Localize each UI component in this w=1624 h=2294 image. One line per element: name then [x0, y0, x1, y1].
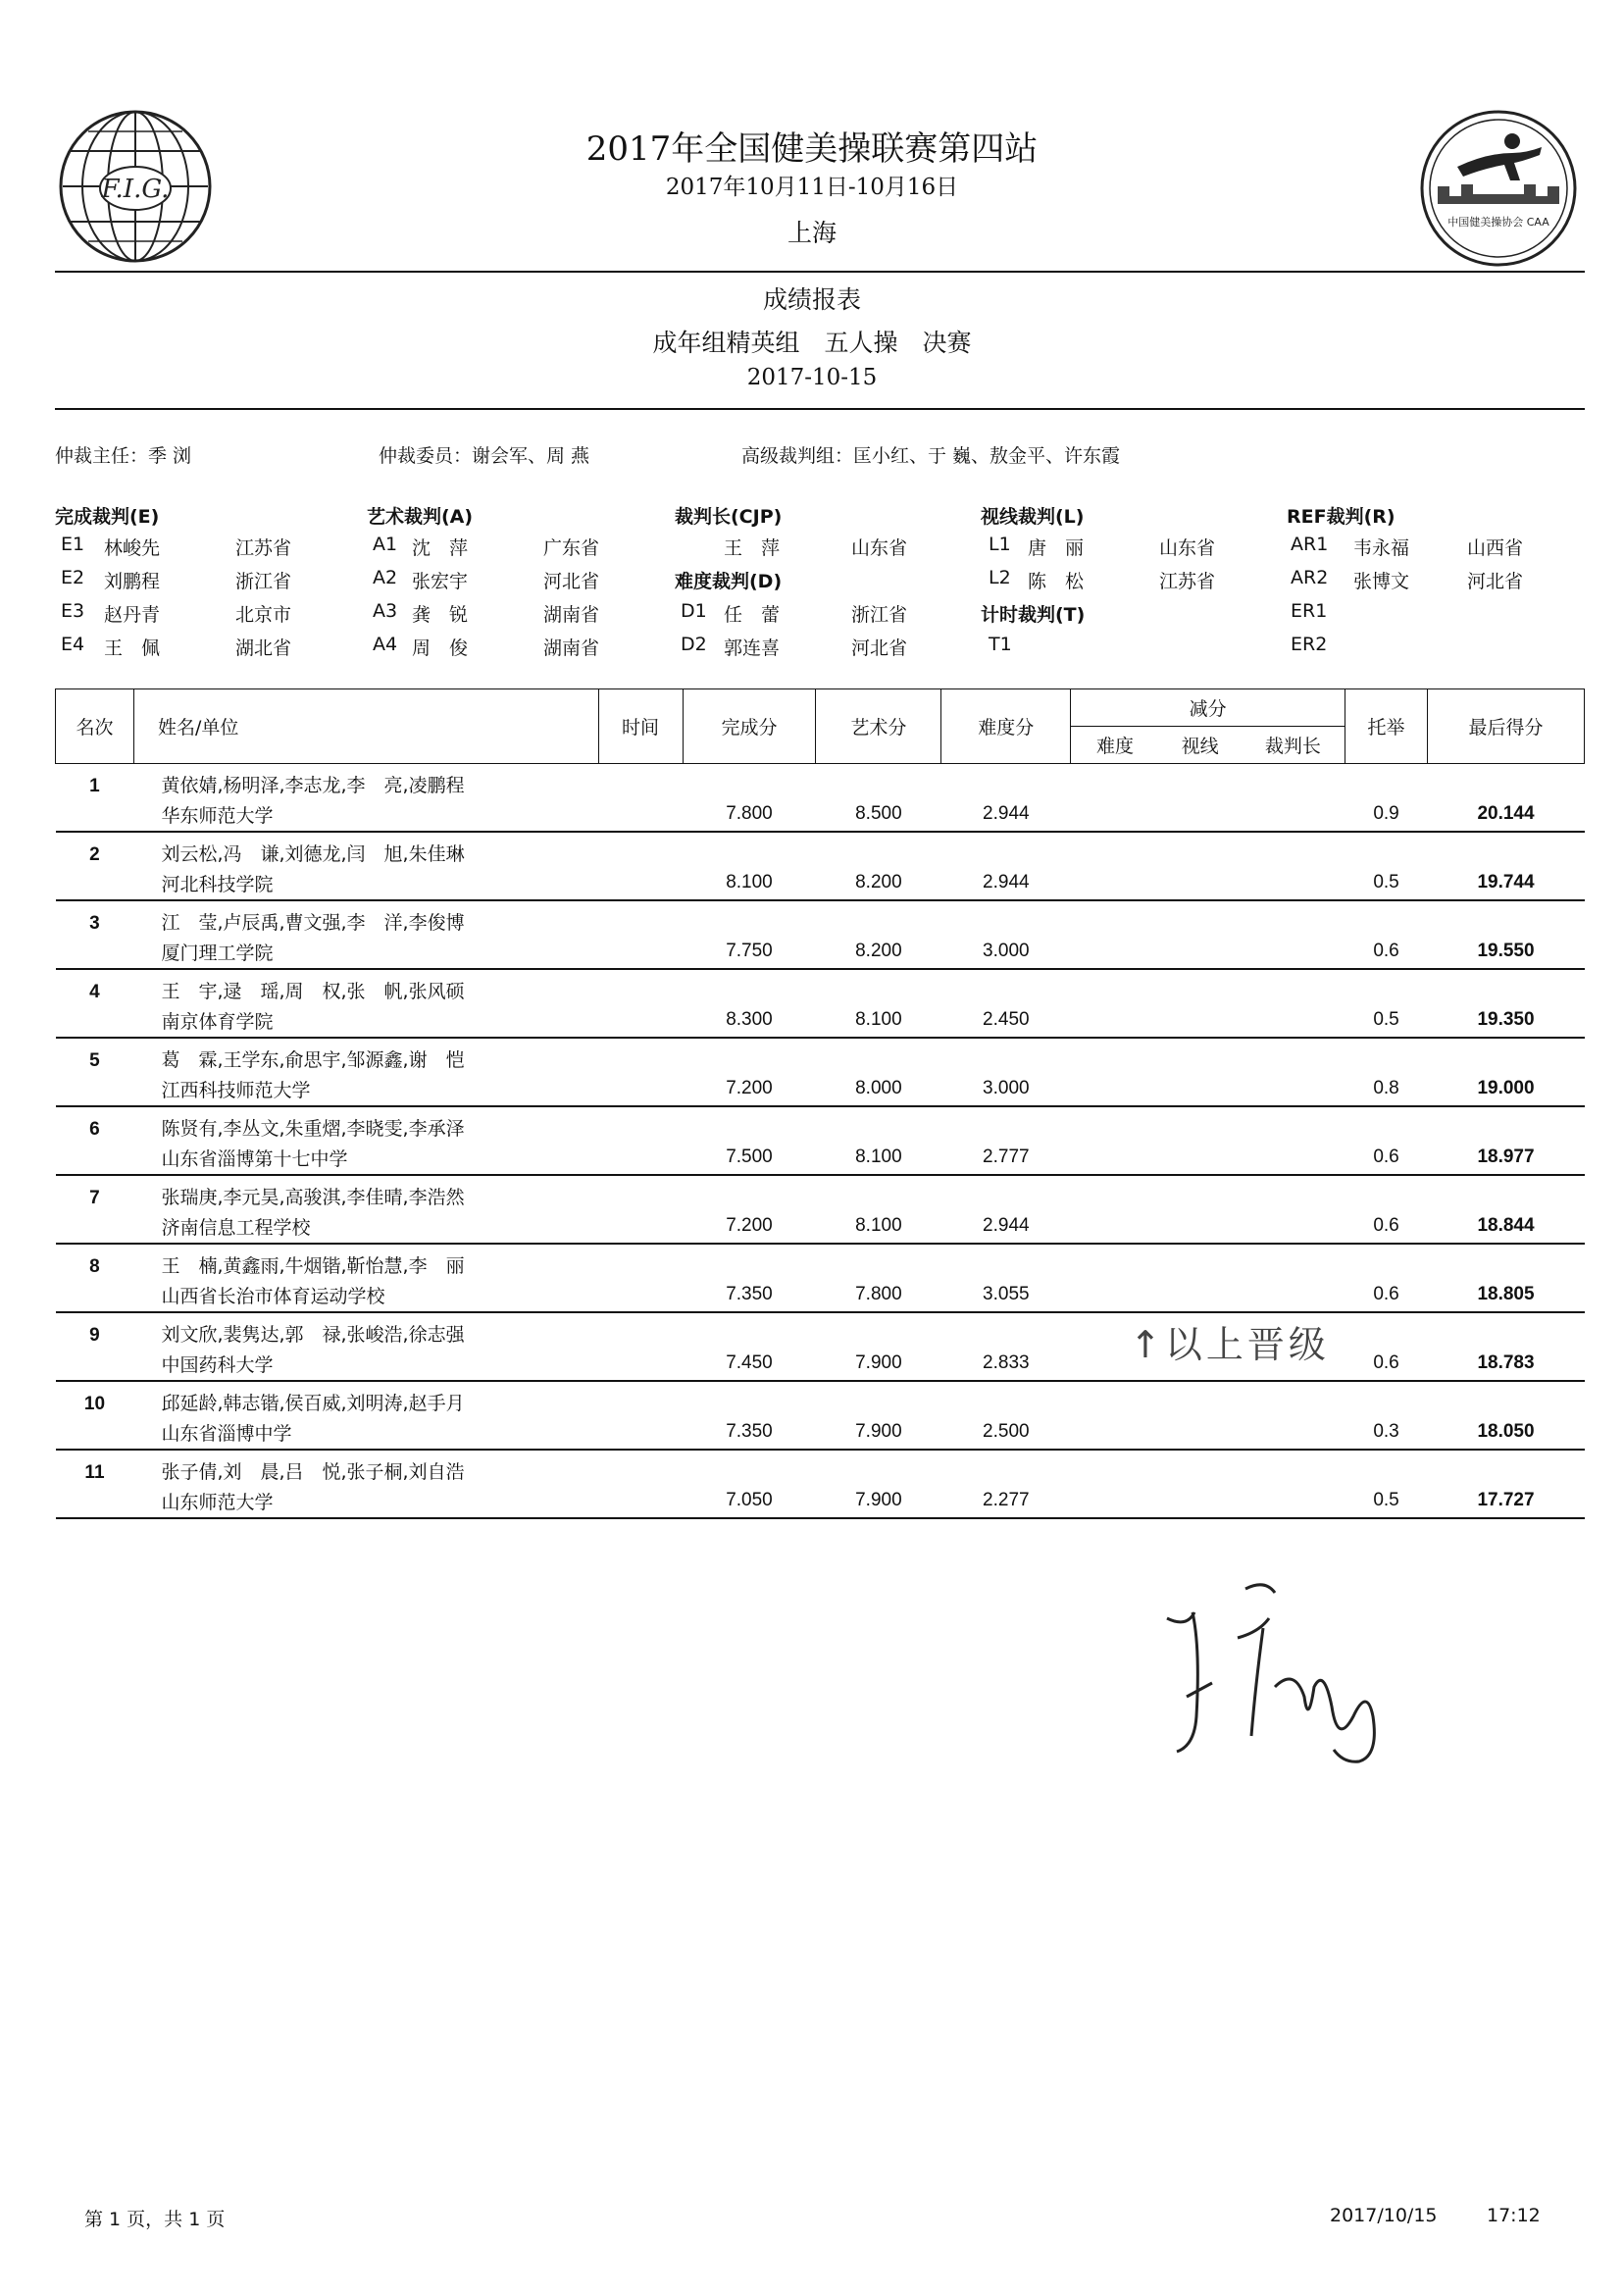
athletes-cell: 张瑞庚,李元昊,高骏淇,李佳晴,李浩然	[161, 1187, 465, 1208]
unit-cell: 厦门理工学院	[133, 935, 683, 969]
diff-score: 2.944	[941, 797, 1071, 832]
rank-cell: 7	[89, 1188, 100, 1208]
judge-province: 山东省	[1159, 537, 1216, 559]
table-row-detail	[56, 1347, 1585, 1381]
judge-code: ER2	[1291, 634, 1328, 655]
unit-cell: 江西科技师范大学	[133, 1072, 683, 1106]
table-row	[56, 1244, 1585, 1278]
up-arrow-icon: ↑	[1130, 1323, 1165, 1366]
final-score: 17.727	[1428, 1484, 1585, 1518]
unit-cell: 山东省淄博中学	[133, 1415, 683, 1450]
senior-judges: 高级裁判组：匡小红、于 巍、敖金平、许东霞	[741, 445, 1121, 467]
final-score: 19.000	[1428, 1072, 1585, 1106]
rank-cell: 9	[89, 1325, 100, 1346]
final-score: 19.350	[1428, 1003, 1585, 1038]
judge-name: 张博文	[1353, 571, 1410, 592]
lift-score: 0.5	[1345, 1003, 1428, 1038]
art-score: 8.100	[816, 1003, 941, 1038]
report-title: 成绩报表	[762, 285, 861, 314]
judge-name: 周 俊	[412, 637, 469, 659]
col-final: 最后得分	[1428, 689, 1585, 764]
unit-cell: 山东师范大学	[133, 1484, 683, 1518]
table-row	[56, 1106, 1585, 1141]
judge-province: 河北省	[851, 637, 908, 659]
judge-name: 王 萍	[724, 537, 781, 559]
diff-score: 2.450	[941, 1003, 1071, 1038]
table-row	[56, 969, 1585, 1003]
athletes-cell: 刘云松,冯 谦,刘德龙,闫 旭,朱佳琳	[161, 843, 465, 865]
unit-cell: 中国药科大学	[133, 1347, 683, 1381]
table-row	[56, 1175, 1585, 1209]
athletes-cell: 刘文欣,裴隽达,郭 禄,张峻浩,徐志强	[161, 1324, 465, 1346]
rank-cell: 1	[89, 776, 100, 796]
judge-name: 林峻先	[104, 537, 161, 559]
judge-province: 湖南省	[543, 637, 600, 659]
art-score: 8.200	[816, 935, 941, 969]
table-row-detail	[56, 1484, 1585, 1518]
art-score: 7.800	[816, 1278, 941, 1312]
judge-code: AR2	[1291, 567, 1329, 588]
signature	[1157, 1569, 1402, 1765]
lift-score: 0.6	[1345, 1141, 1428, 1175]
diff-score: 2.944	[941, 1209, 1071, 1244]
judge-province: 山东省	[851, 537, 908, 559]
table-row-detail	[56, 935, 1585, 969]
judge-code: E4	[61, 634, 85, 655]
judge-province: 山西省	[1467, 537, 1524, 559]
lift-score: 0.3	[1345, 1415, 1428, 1450]
cjp-panel-header: 裁判长(CJP)	[675, 506, 783, 528]
table-row	[56, 1038, 1585, 1072]
lift-score: 0.9	[1345, 797, 1428, 832]
judge-province: 江苏省	[235, 537, 292, 559]
rank-cell: 2	[89, 844, 100, 865]
unit-cell: 河北科技学院	[133, 866, 683, 900]
report-divider	[55, 408, 1585, 410]
judge-code: ER1	[1291, 600, 1328, 622]
judge-province: 浙江省	[235, 571, 292, 592]
judge-code: E3	[61, 600, 85, 622]
final-score: 19.744	[1428, 866, 1585, 900]
promotion-note	[1130, 1314, 1330, 1368]
diff-score: 2.833	[941, 1347, 1071, 1381]
athletes-cell: 黄依婧,杨明泽,李志龙,李 亮,凌鹏程	[161, 775, 465, 796]
competition-city: 上海	[787, 219, 837, 247]
diff-score: 3.000	[941, 1072, 1071, 1106]
athletes-cell: 陈贤有,李丛文,朱重熠,李晓雯,李承泽	[161, 1118, 465, 1140]
lift-score: 0.6	[1345, 1347, 1428, 1381]
judge-name: 张宏宇	[412, 571, 469, 592]
table-row	[56, 1381, 1585, 1415]
rank-cell: 8	[89, 1256, 100, 1277]
table-row-detail	[56, 1072, 1585, 1106]
judge-code: L2	[989, 567, 1011, 588]
judge-code: L1	[989, 534, 1011, 555]
fig-logo-text: F.I.G.	[101, 175, 170, 204]
judge-province: 河北省	[1467, 571, 1524, 592]
diff-score: 2.777	[941, 1141, 1071, 1175]
exec-score: 8.100	[683, 866, 816, 900]
judge-name: 陈 松	[1028, 571, 1085, 592]
report-subtitle: 成年组精英组 五人操 决赛	[652, 329, 972, 357]
final-score: 18.783	[1428, 1347, 1585, 1381]
chief-arbiter: 仲裁主任：季 浏	[55, 445, 192, 467]
diff-score: 3.000	[941, 935, 1071, 969]
competition-title: 2017年全国健美操联赛第四站	[585, 129, 1039, 169]
print-time: 17:12	[1487, 2205, 1541, 2226]
results-table-wrap	[55, 688, 1585, 1519]
time-panel-header: 计时裁判(T)	[981, 604, 1086, 626]
exec-score: 8.300	[683, 1003, 816, 1038]
table-row-detail	[56, 797, 1585, 832]
col-exec: 完成分	[683, 689, 816, 764]
art-panel-header: 艺术裁判(A)	[367, 506, 474, 528]
exec-score: 7.200	[683, 1072, 816, 1106]
table-row	[56, 832, 1585, 866]
competition-dates: 2017年10月11日-10月16日	[665, 175, 959, 200]
athletes-cell: 江 莹,卢辰禹,曹文强,李 洋,李俊博	[161, 912, 465, 934]
judge-code: AR1	[1291, 534, 1329, 555]
exec-score: 7.450	[683, 1347, 816, 1381]
judge-name: 韦永福	[1353, 537, 1410, 559]
rank-cell: 11	[84, 1462, 105, 1483]
promotion-note-text: 以上晋级	[1164, 1323, 1330, 1366]
art-score: 7.900	[816, 1484, 941, 1518]
table-row-detail	[56, 1003, 1585, 1038]
final-score: 18.844	[1428, 1209, 1585, 1244]
diff-score: 3.055	[941, 1278, 1071, 1312]
col-deduct: 减分	[1071, 689, 1345, 727]
col-rank: 名次	[56, 689, 134, 764]
final-score: 18.805	[1428, 1278, 1585, 1312]
arbiter-committee: 仲裁委员：谢会军、周 燕	[379, 445, 590, 467]
judge-code: A2	[373, 567, 398, 588]
table-row	[56, 1312, 1585, 1347]
art-score: 8.100	[816, 1141, 941, 1175]
col-deduct-diff: 难度	[1071, 727, 1159, 764]
art-score: 8.000	[816, 1072, 941, 1106]
rank-cell: 4	[89, 982, 100, 1002]
col-lift: 托举	[1345, 689, 1428, 764]
line-panel-header: 视线裁判(L)	[981, 506, 1085, 528]
header-divider	[55, 271, 1585, 273]
judge-province: 广东省	[543, 537, 600, 559]
lift-score: 0.6	[1345, 1209, 1428, 1244]
judge-name: 刘鹏程	[104, 571, 161, 592]
page-number: 第 1 页，共 1 页	[84, 2209, 226, 2230]
diff-score: 2.944	[941, 866, 1071, 900]
rank-cell: 10	[83, 1394, 106, 1414]
exec-panel-header: 完成裁判(E)	[55, 506, 160, 528]
table-row-detail	[56, 866, 1585, 900]
judge-name: 龚 锐	[412, 604, 469, 626]
final-score: 19.550	[1428, 935, 1585, 969]
exec-score: 7.350	[683, 1415, 816, 1450]
diff-score: 2.277	[941, 1484, 1071, 1518]
lift-score: 0.5	[1345, 866, 1428, 900]
rank-cell: 5	[89, 1050, 100, 1071]
athletes-cell: 葛 霖,王学东,俞思宇,邹源鑫,谢 恺	[161, 1049, 465, 1071]
final-score: 18.050	[1428, 1415, 1585, 1450]
exec-score: 7.750	[683, 935, 816, 969]
exec-score: 7.500	[683, 1141, 816, 1175]
judge-code: D1	[681, 600, 707, 622]
exec-score: 7.350	[683, 1278, 816, 1312]
judge-name: 王 佩	[104, 637, 161, 659]
judge-code: A4	[373, 634, 398, 655]
judge-province: 浙江省	[851, 604, 908, 626]
unit-cell: 山东省淄博第十七中学	[133, 1141, 683, 1175]
unit-cell: 华东师范大学	[133, 797, 683, 832]
judge-name: 郭连喜	[724, 637, 781, 659]
table-row	[56, 764, 1585, 798]
col-deduct-line: 视线	[1159, 727, 1242, 764]
table-row	[56, 900, 1585, 935]
judge-code: T1	[989, 634, 1012, 655]
exec-score: 7.200	[683, 1209, 816, 1244]
table-row	[56, 1450, 1585, 1484]
unit-cell: 南京体育学院	[133, 1003, 683, 1038]
report-date: 2017-10-15	[746, 365, 878, 390]
judge-code: A3	[373, 600, 398, 622]
final-score: 20.144	[1428, 797, 1585, 832]
final-score: 18.977	[1428, 1141, 1585, 1175]
rank-cell: 3	[89, 913, 100, 934]
results-table	[55, 688, 1585, 1519]
col-name: 姓名/单位	[133, 689, 598, 764]
art-score: 7.900	[816, 1347, 941, 1381]
judge-name: 任 蕾	[724, 604, 781, 626]
athletes-cell: 王 楠,黄鑫雨,牛烟锴,靳怡慧,李 丽	[161, 1255, 465, 1277]
art-score: 7.900	[816, 1415, 941, 1450]
exec-score: 7.050	[683, 1484, 816, 1518]
athletes-cell: 王 宇,逯 瑶,周 权,张 帆,张风硕	[161, 981, 465, 1002]
unit-cell: 山西省长治市体育运动学校	[133, 1278, 683, 1312]
table-row-detail	[56, 1141, 1585, 1175]
unit-cell: 济南信息工程学校	[133, 1209, 683, 1244]
athletes-cell: 张子倩,刘 晨,吕 悦,张子桐,刘自浩	[161, 1461, 465, 1483]
results-body	[56, 764, 1585, 1519]
judge-code: A1	[373, 534, 398, 555]
table-row-detail	[56, 1278, 1585, 1312]
judge-province: 江苏省	[1159, 571, 1216, 592]
table-row-detail	[56, 1415, 1585, 1450]
judge-code: E2	[61, 567, 85, 588]
judge-name: 赵丹青	[104, 604, 161, 626]
col-art: 艺术分	[816, 689, 941, 764]
print-date: 2017/10/15	[1330, 2205, 1438, 2226]
caa-logo-text: 中国健美操协会 CAA	[1447, 216, 1549, 229]
lift-score: 0.5	[1345, 1484, 1428, 1518]
judge-province: 湖北省	[235, 637, 292, 659]
exec-score: 7.800	[683, 797, 816, 832]
rank-cell: 6	[89, 1119, 100, 1140]
col-time: 时间	[598, 689, 683, 764]
art-score: 8.500	[816, 797, 941, 832]
judge-province: 河北省	[543, 571, 600, 592]
lift-score: 0.8	[1345, 1072, 1428, 1106]
col-deduct-cjp: 裁判长	[1242, 727, 1345, 764]
lift-score: 0.6	[1345, 935, 1428, 969]
judge-name: 沈 萍	[412, 537, 469, 559]
judge-province: 湖南省	[543, 604, 600, 626]
art-score: 8.200	[816, 866, 941, 900]
diff-panel-header: 难度裁判(D)	[675, 571, 783, 592]
diff-score: 2.500	[941, 1415, 1071, 1450]
judge-province: 北京市	[235, 604, 292, 626]
athletes-cell: 邱延龄,韩志锴,侯百威,刘明涛,赵手月	[161, 1393, 465, 1414]
table-row-detail	[56, 1209, 1585, 1244]
judge-code: D2	[681, 634, 707, 655]
judge-code: E1	[61, 534, 85, 555]
ref-panel-header: REF裁判(R)	[1287, 506, 1396, 528]
lift-score: 0.6	[1345, 1278, 1428, 1312]
art-score: 8.100	[816, 1209, 941, 1244]
judge-name: 唐 丽	[1028, 537, 1085, 559]
col-diff: 难度分	[941, 689, 1071, 764]
